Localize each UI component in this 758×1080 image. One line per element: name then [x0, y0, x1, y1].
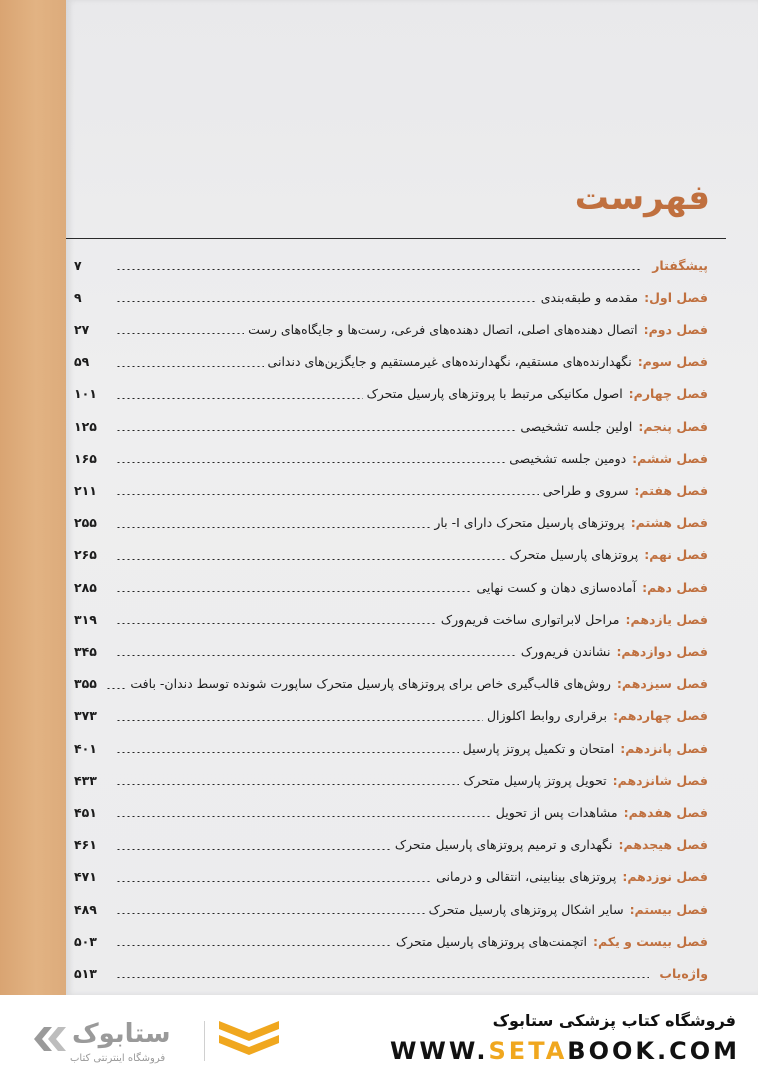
dot-leader	[116, 881, 432, 882]
toc-entry-title: نگهدارنده‌های مستقیم، نگهدارنده‌های غیرمستقیم و جایگزین‌های دندانی	[267, 354, 632, 370]
toc-entry[interactable]	[74, 960, 708, 986]
dot-leader	[116, 398, 363, 399]
toc-entry[interactable]	[74, 252, 708, 278]
toc-entry-page: ۱۲۵	[74, 418, 97, 434]
dot-leader	[116, 559, 506, 560]
store-name: فروشگاه کتاب پزشکی ستابوک	[492, 1011, 736, 1030]
toc-entry-page: ۵۱۳	[74, 965, 97, 981]
toc-entry-page: ۵۹	[74, 354, 90, 370]
logo-text: ستابوک	[72, 1019, 171, 1049]
dot-leader	[116, 430, 516, 431]
toc-entry-label: فصل دوم:	[643, 321, 708, 337]
dot-leader	[116, 462, 505, 463]
toc-entry-title: روش‌های قالب‌گیری خاص برای پروتزهای پارسیل متحرک ساپورت شونده توسط دندان- بافت	[130, 676, 611, 692]
toc-entry-label: فصل هشتم:	[630, 515, 708, 531]
toc-entry[interactable]	[74, 703, 708, 729]
toc-entry-title: امتحان و تکمیل پروتز پارسیل	[462, 740, 615, 756]
toc-entry-label: واژه‌یاب	[659, 965, 708, 981]
logo-subtitle: فروشگاه اینترنتی کتاب	[70, 1053, 166, 1064]
toc-entry[interactable]	[74, 864, 708, 890]
toc-entry[interactable]	[74, 832, 708, 858]
url-suffix: BOOK.COM	[567, 1037, 740, 1065]
toc-entry[interactable]	[74, 542, 708, 568]
dot-leader	[116, 945, 392, 946]
toc-entry-label: فصل نهم:	[644, 547, 708, 563]
title-rule	[66, 238, 726, 239]
toc-entry[interactable]	[74, 767, 708, 793]
toc-entry-title: نشاندن فریم‌ورک	[520, 643, 611, 659]
toc-entry[interactable]	[74, 638, 708, 664]
toc-entry-title: مشاهدات پس از تحویل	[495, 804, 618, 820]
toc-entry-label: فصل سوم:	[637, 354, 708, 370]
toc-entry-page: ۱۰۱	[74, 386, 97, 402]
toc-entry-title: مقدمه و طبقه‌بندی	[540, 289, 639, 305]
toc-entry-label: فصل هفتم:	[634, 482, 708, 498]
footer-banner	[0, 995, 758, 1080]
toc-entry-label: فصل دهم:	[642, 579, 708, 595]
toc-entry[interactable]	[74, 735, 708, 761]
toc-entry-label: فصل نوزدهم:	[622, 869, 708, 885]
url-highlight: SETA	[488, 1037, 568, 1065]
toc-entry-title: تحویل پروتز پارسیل متحرک	[463, 772, 607, 788]
toc-entry-page: ۴۳۳	[74, 772, 97, 788]
book-spine	[0, 0, 66, 995]
dot-leader	[116, 849, 391, 850]
toc-entry-label: فصل چهاردهم:	[612, 708, 708, 724]
toc-entry-page: ۲۵۵	[74, 515, 97, 531]
toc-entry-title: سایر اشکال پروتزهای پارسیل متحرک	[428, 901, 624, 917]
toc-entry-label: فصل هیجدهم:	[618, 837, 708, 853]
toc-entry-page: ۴۵۱	[74, 804, 97, 820]
toc-entry-label: پیشگفتار	[652, 257, 708, 273]
toc-entry-page: ۹	[74, 289, 82, 305]
toc-entry-label: فصل اول:	[644, 289, 708, 305]
toc-entry[interactable]	[74, 606, 708, 632]
toc-entry-title: آماده‌سازی دهان و کست نهایی	[476, 579, 637, 595]
toc-entry[interactable]	[74, 928, 708, 954]
toc-entry[interactable]	[74, 316, 708, 342]
dot-leader	[106, 688, 126, 689]
dot-leader	[116, 655, 517, 656]
toc-entry-title: اولین جلسه تشخیصی	[520, 418, 633, 434]
dot-leader	[116, 784, 459, 785]
toc-entry-title: اصول مکانیکی مرتبط با پروتزهای پارسیل متحرک	[366, 386, 623, 402]
page-title: فهرست	[574, 178, 710, 218]
dot-leader	[116, 269, 642, 270]
toc-entry-page: ۲۸۵	[74, 579, 97, 595]
toc-entry-title: مراحل لابراتواری ساخت فریم‌ورک	[440, 611, 620, 627]
toc-entry-title: دومین جلسه تشخیصی	[509, 450, 627, 466]
toc-entry-page: ۴۰۱	[74, 740, 97, 756]
toc-entry-page: ۴۸۹	[74, 901, 97, 917]
dot-leader	[116, 623, 437, 624]
toc-entry-title: پروتزهای پارسیل متحرک	[509, 547, 639, 563]
toc-entry-page: ۲۷	[74, 321, 90, 337]
toc-entry-page: ۵۰۳	[74, 933, 97, 949]
dot-leader	[116, 977, 649, 978]
toc-entry-page: ۳۵۵	[74, 676, 97, 692]
toc-entry-title: نگهداری و ترمیم پروتزهای پارسیل متحرک	[394, 837, 613, 853]
dot-leader	[116, 366, 264, 367]
toc-entry-title: اتچمنت‌های پروتزهای پارسیل متحرک	[395, 933, 587, 949]
toc-entry-label: فصل سیزدهم:	[616, 676, 708, 692]
toc-entry-label: فصل هفدهم:	[623, 804, 708, 820]
toc-entry-label: فصل چهارم:	[628, 386, 708, 402]
toc-entry-title: سروی و طراحی	[542, 482, 629, 498]
toc-entry-title: اتصال دهنده‌های اصلی، اتصال دهنده‌های فرعی، رست‌ها و جایگاه‌های رست	[248, 321, 638, 337]
toc-entry[interactable]	[74, 381, 708, 407]
toc-entry-label: فصل دوازدهم:	[616, 643, 708, 659]
dot-leader	[116, 816, 492, 817]
dot-leader	[116, 752, 459, 753]
toc-entry[interactable]	[74, 349, 708, 375]
dot-leader	[116, 527, 430, 528]
toc-entry[interactable]	[74, 510, 708, 536]
toc-entry-label: فصل بیستم:	[629, 901, 708, 917]
toc-entry[interactable]	[74, 799, 708, 825]
toc-entry-label: فصل شانزدهم:	[612, 772, 708, 788]
toc-entry-page: ۷	[74, 257, 82, 273]
toc-entry-page: ۳۴۵	[74, 643, 97, 659]
toc-entry-page: ۴۷۱	[74, 869, 97, 885]
logo-divider	[204, 1021, 205, 1061]
dot-leader	[116, 913, 425, 914]
toc-entry-label: فصل یازدهم:	[625, 611, 708, 627]
toc-entry-page: ۲۱۱	[74, 482, 97, 498]
toc-entry-page: ۲۶۵	[74, 547, 97, 563]
toc-entry[interactable]	[74, 477, 708, 503]
toc-entry[interactable]	[74, 413, 708, 439]
toc-entry-label: فصل پنجم:	[638, 418, 708, 434]
dot-leader	[116, 494, 539, 495]
toc-entry[interactable]	[74, 671, 708, 697]
toc-entry-page: ۳۷۳	[74, 708, 97, 724]
toc-entry-title: پروتزهای پارسیل متحرک دارای I- بار	[434, 515, 625, 531]
toc-entry-label: فصل ششم:	[632, 450, 708, 466]
toc-entry[interactable]	[74, 284, 708, 310]
toc-entry-title: پروتزهای بینابینی، انتقالی و درمانی	[436, 869, 617, 885]
toc-entry-page: ۴۶۱	[74, 837, 97, 853]
dot-leader	[116, 591, 472, 592]
dot-leader	[116, 720, 483, 721]
toc-entry-page: ۱۶۵	[74, 450, 97, 466]
store-url[interactable]	[390, 1037, 740, 1065]
toc-entry-label: فصل پانزدهم:	[620, 740, 708, 756]
logo-mark-icon	[30, 1021, 74, 1057]
toc-entry-page: ۳۱۹	[74, 611, 97, 627]
toc-entry-title: برقراری روابط اکلوزال	[486, 708, 607, 724]
toc-entry[interactable]	[74, 574, 708, 600]
toc-entry-label: فصل بیست و یکم:	[593, 933, 708, 949]
dot-leader	[116, 333, 244, 334]
toc-entry[interactable]	[74, 896, 708, 922]
url-prefix: WWW.	[389, 1037, 489, 1065]
chevron-stack-icon	[214, 1013, 284, 1063]
toc-entry[interactable]	[74, 445, 708, 471]
dot-leader	[116, 301, 537, 302]
